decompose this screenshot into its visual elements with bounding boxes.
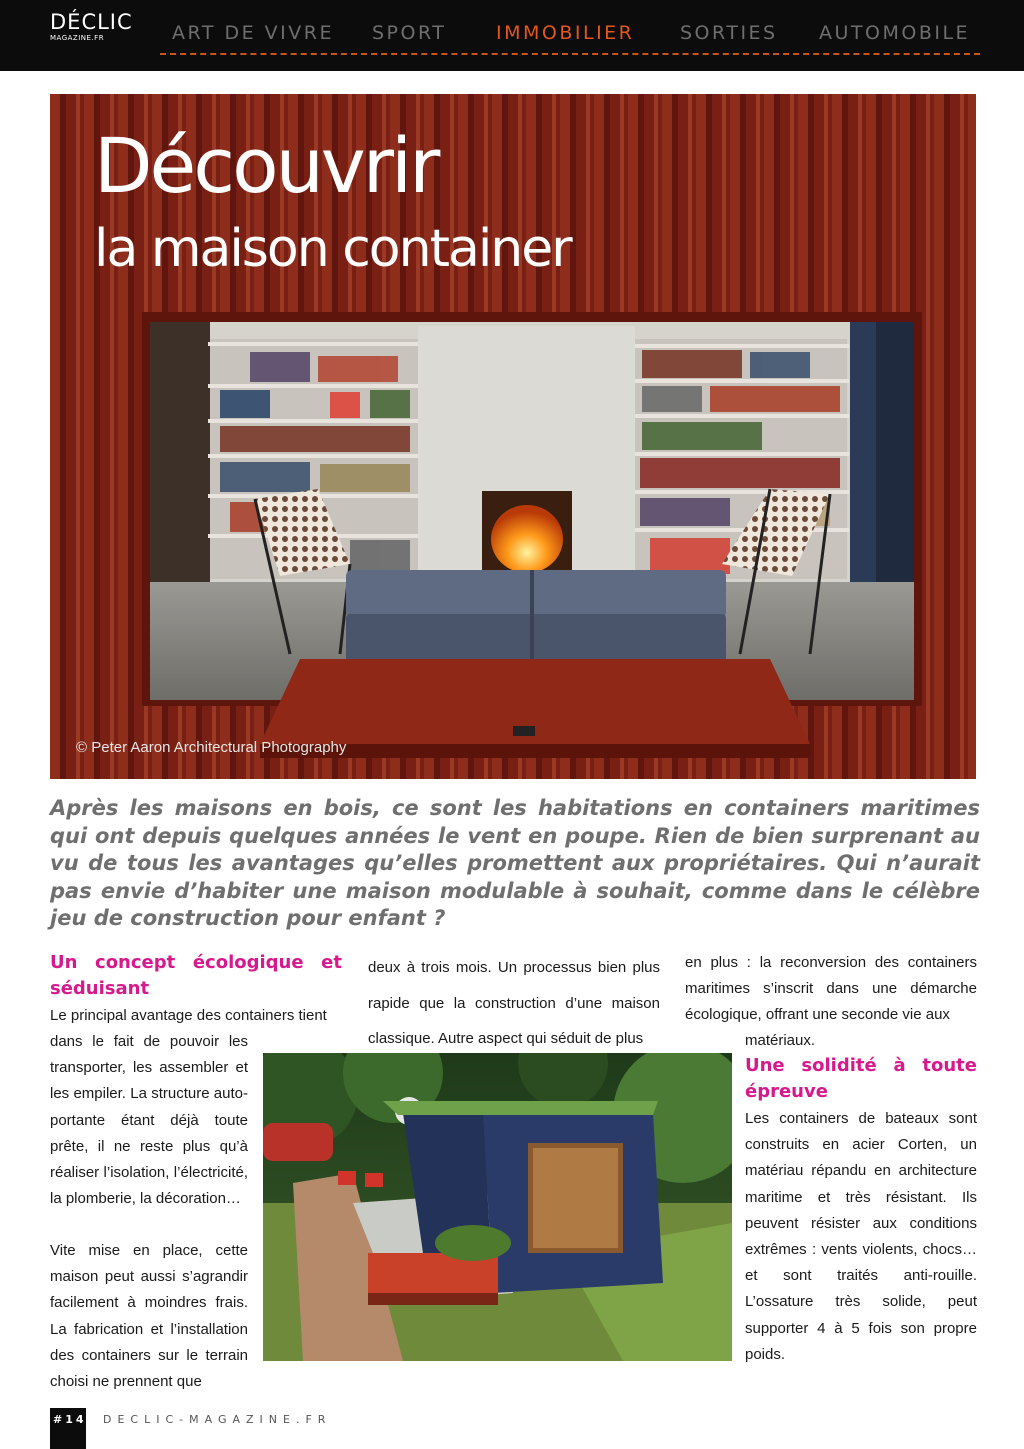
nav-item-automobile[interactable]: AUTOMOBILE	[819, 22, 971, 44]
photo-credit: © Peter Aaron Architectural Photography	[76, 739, 347, 756]
footer-site-url[interactable]: DECLIC-MAGAZINE.FR	[103, 1413, 332, 1426]
nav-dashed-divider	[160, 53, 980, 55]
magazine-logo[interactable]	[50, 12, 133, 42]
hero-photo-container-house-interior	[50, 94, 976, 779]
intro-paragraph: Après les maisons en bois, ce sont les habitations en containers maritimes qui ont depuis quelques années le vent en poupe. Rien de bien surprenant au vu de tous les avantages qu’elles promettent aux propriétaires. Qui n’aurait pas envie d’habiter une maison modulable à souhait, comme dans le célèbre jeu de construction pour enfant ?	[50, 796, 980, 930]
column1-paragraph1: dans le fait de pouvoir les transporter, les assembler et les empiler. La structure auto-portante étant déjà toute prête, il ne reste plus qu’à réaliser l’isolation, l’électricité, la plomberie, la décoration…	[50, 1033, 248, 1208]
page-number: #14	[53, 1413, 87, 1426]
column3-paragraph1: en plus : la reconversion des containers maritimes s’inscrit dans une démarche écologique, offrant une seconde vie aux	[685, 954, 977, 1024]
logo-subtitle: MAGAZINE.FR	[50, 34, 105, 42]
section-heading-solidite: Une solidité à toute épreuve	[745, 1055, 977, 1102]
top-navigation-bar	[0, 0, 1024, 71]
column1-paragraph2: Vite mise en place, cette maison peut aussi s’agrandir facilement à moindres frais. La fabrication et l’installation des containers sur le terrain choisi ne prennent que	[50, 1242, 248, 1391]
column3-paragraph2: Les containers de bateaux sont construits en acier Corten, un matériau répandu en architecture maritime et très résistant. Ils peuvent résister aux conditions extrêmes : vents violents, chocs… et sont traités anti-rouille. L’ossature très solide, peut supporter 4 à 5 fois son propre poids.	[745, 1110, 977, 1363]
section-menu	[160, 22, 980, 52]
column2-paragraph: deux à trois mois. Un processus bien plus rapide que la construction d’une maison classique. Autre aspect qui séduit de plus	[368, 959, 660, 1047]
nav-item-immobilier[interactable]: IMMOBILIER	[496, 22, 635, 44]
section-heading-concept: Un concept écologique et séduisant	[50, 952, 342, 999]
exterior-illustration	[263, 1053, 732, 1361]
logo-title: DÉCLIC	[50, 10, 133, 34]
nav-item-art-de-vivre[interactable]: ART DE VIVRE	[172, 22, 334, 44]
column3-paragraph1-end: matériaux.	[745, 1032, 816, 1049]
column1-paragraph1-first-line: Le principal avantage des containers tient	[50, 1007, 327, 1024]
headline-line-2: la maison container	[94, 219, 571, 279]
headline-line-1: Découvrir	[94, 121, 438, 210]
nav-item-sport[interactable]: SPORT	[372, 22, 447, 44]
nav-item-sorties[interactable]: SORTIES	[680, 22, 778, 44]
container-house-exterior-photo	[263, 1053, 732, 1361]
